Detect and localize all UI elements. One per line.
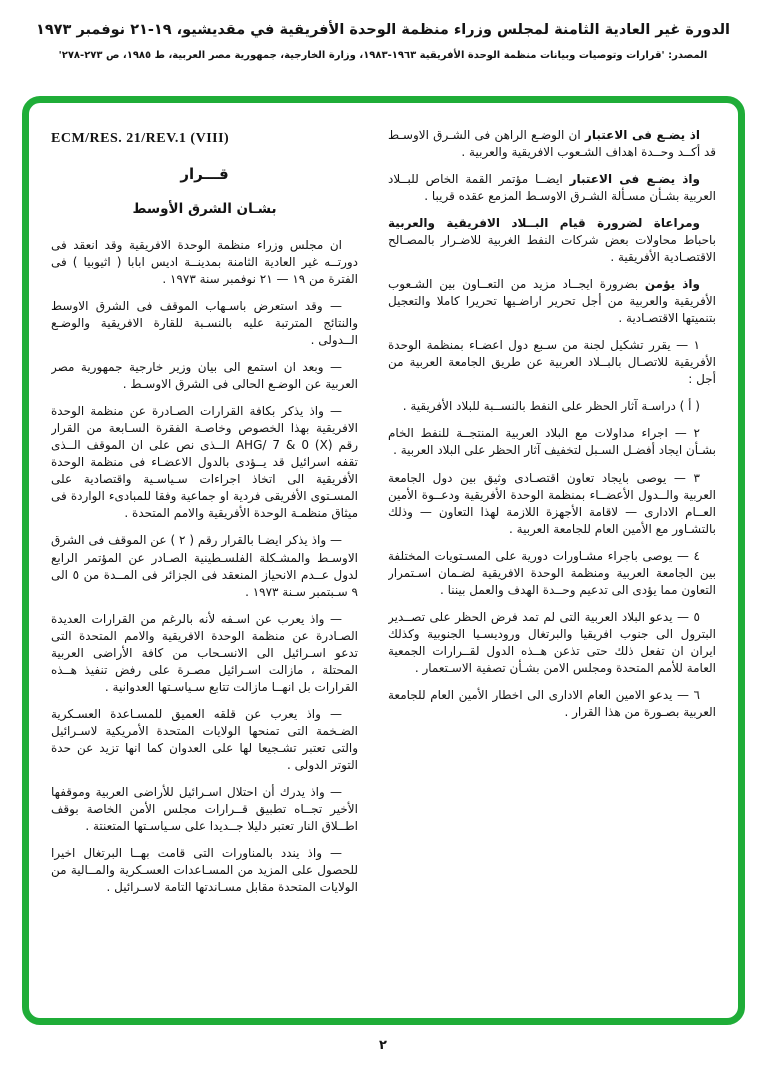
session-title: الدورة غير العادية الثامنة لمجلس وزراء منظمة الوحدة الأفريقية في مقديشيو، ١٩-٢١ نوفمبر ١٩٧٣ <box>35 22 730 38</box>
paragraph-text: ان الوضـع الراهن فى الشـرق الاوسـط قد أكــد وحــدة اهداف الشـعوب الافريقية والعربية . <box>388 128 716 160</box>
paragraph <box>388 127 716 161</box>
paragraph-lead: ومراعاة لضرورة قيام البــلاد الافريقية والعربية <box>388 216 700 231</box>
resolution-reference: ECM/RES. 21/REV.1 (VIII) <box>51 131 230 146</box>
paragraph <box>388 215 716 266</box>
paragraph: ان مجلس وزراء منظمة الوحدة الافريقية وقد انعقد فى دورتــه غير العادية الثامنة بمدينــة اديس ابابا ( اثيوبيا ) فى الفترة من ١٩ — ٢١ نوفمبر سنة ١٩٧٣ . <box>51 238 358 287</box>
left-column <box>51 127 358 1007</box>
paragraph: — واذ يذكر ايضـا بالقرار رقم ( ٢ ) عن الموقف فى الشرق الاوسـط والمشـكلة الفلسـطينية الصـادر عن المؤتمر الرابع لدول عــدم الانحياز المنعقد فى الجزائر فى المــدة من ٥ الى ٩ سـبتمبر سـنة ١٩٧٣ . <box>51 533 358 599</box>
numbered-clause-6: ٦ — يدعو الامين العام الادارى الى اخطار الأمين العام للجامعة العربية بصـورة من هذا القرار . <box>388 687 716 719</box>
paragraph-text: ايضــا مؤتمر القمة الخاص للبــلاد العربية بشـأن مسـألة الشـرق الاوسـط المزمع عقده قريبا . <box>388 172 716 204</box>
paragraph: — وبعد ان استمع الى بيان وزير خارجية جمهورية مصر العربية عن الوضـع الحالى فى الشرق الاوسـط . <box>51 360 358 392</box>
page-number: ٢ <box>379 1038 387 1053</box>
resolution-subtitle: بشـان الشرق الأوسط <box>132 201 277 217</box>
paragraph: — واذ يندد بالمناورات التى قامت بهــا البرتغال اخيرا للحصول على المزيد من المسـاعدات العسـكرية والمــالية من الولايات المتحدة مقابل مسـاندتها التامة لاسـرائيل . <box>51 845 358 895</box>
paragraph-text: بضرورة ايجــاد مزيد من التعــاون بين الشـعوب الأفريقية والعربية من أجل تحرير اراضـيها تحريرا كاملا والتعجيل بتنميتها الاقتصـادية . <box>388 277 716 326</box>
numbered-clause-4: ٤ — يوصى باجراء مشـاورات دورية على المسـتويات المختلفة بين الجامعة العربية ومنظمة الوحدة الافريقية لضـمان اسـتمرار التعاون مما يؤدى الى تدعيم وحــدة الهدف والعمل بيننا . <box>388 548 716 597</box>
numbered-clause-3: ٣ — يوصى بايجاد تعاون اقتصـادى وثيق بين دول الجامعة العربية والــدول الأعضــاء بمنظمة الوحدة الأفريقية ودعــوة الأمين العــام الادارى — لاقامة الأجهزة اللازمة لهذا التعاون — وذلك بالتشـاور مع الأمين العام للجامعة العربية . <box>388 470 716 536</box>
paragraph-lead: اذ يضـع فى الاعتبار <box>584 128 700 142</box>
paragraph: — واذ يدرك أن احتلال اسـرائيل للأراضى العربية وموقفها الأخير تجــاه تطبيق قــرارات مجلس الأمن الخاصة بوقف اطــلاق النار تعتبر دليلا جــديدا على سـياسـتها المتعنتة . <box>51 784 358 833</box>
paragraph: — واذ يعرب عن قلقه العميق للمسـاعدة العسـكرية الضـخمة التى تمنحها الولايات المتحدة الأمريكية لاسـرائيل والتى تعتبر تشـجيعا لها على العدوان كما انها تزيد عن حدة التوتر الدولى . <box>51 706 358 772</box>
paragraph: — واذ يذكر بكافة القرارات الصـادرة عن منظمة الوحدة الافريقية بهذا الخصوص وخاصـة الفقرة السـابعة من القرار رقم AHG/ 7 & 0 (X) الــذى نص على ان الموقف الــذى تقفه اسرائيل قد يــؤدى بالدول الاعضـاء فى منظمة الوحدة الأفريقية الى اتخاذ اجراءات سـياسـية واقتصادية على المسـتوى الأفريقى فردية او جماعية وفقا للمبادىء الواردة فى ميثاق منظمـة الوحدة الأفريقية والامم المتحدة . <box>51 404 358 521</box>
numbered-clause-1a: ( أ ) دراسـة آثار الحظر على النفط بالنســبة للبلاد الأفريقية . <box>402 399 700 414</box>
document-header <box>0 22 766 61</box>
two-column-layout <box>51 127 716 1007</box>
numbered-clause-5: ٥ — يدعو البلاد العربية التى لم تمد فرض الحظر على تصــدير البترول الى جنوب افريقيا والبرتغال وروديسـيا الجنوبية وكذلك ايران ان تفعل ذلك حتى تذعن هــذه الدول لقــرارات الجمعية العامة للأمم المتحدة ومجلس الامن بشـأن تصفية الاسـتعمار . <box>388 609 716 675</box>
paragraph-lead: واذ يؤمن <box>644 277 700 292</box>
paragraph: — واذ يعرب عن اسـفه لأنه بالرغم من القرارات العديدة الصـادرة عن منظمة الوحدة الافريقية والامم المتحدة التى تدعو اسـرائيل الى الانسـحاب من كافة الأراضى العربية المحتلة ، مازالت اسـرائيل مصـرة على رفض تنفيذ هــذه القرارات بل انهــا مازالت تتابع سـياسـتها العدوانية . <box>51 611 358 694</box>
resolution-frame <box>22 96 745 1025</box>
paragraph <box>388 276 716 327</box>
paragraph-lead: واذ يضـع فى الاعتبار <box>569 172 700 187</box>
paragraph: — وقد استعرض باسـهاب الموقف فى الشرق الاوسط والنتائج المترتبة عليه بالنسـبة للقارة الافريقية والوضـع الــدولى . <box>51 299 358 348</box>
source-citation: المصدر: 'قرارات وتوصيات وبيانات منظمة الوحدة الأفريقية ١٩٦٣-١٩٨٣، وزارة الخارجية، جمهورية مصر العربية، ط ١٩٨٥، ص ٢٧٣-٢٧٨' <box>58 50 708 61</box>
numbered-clause-1: ١ — يقرر تشكيل لجنة من سـبع دول اعضـاء بمنظمة الوحدة الأفريقية للاتصـال بالبــلاد العربية عن طريق الجامعة العربية من أجل : <box>388 338 716 387</box>
paragraph-text: باحباط محاولات بعض شركات النفط الغربية للاضـرار بالمصـالح الاقتصـادية الأفريقية . <box>388 233 716 265</box>
paragraph <box>388 171 716 205</box>
right-column <box>388 127 716 1007</box>
numbered-clause-2: ٢ — اجراء مداولات مع البلاد العربية المنتجــة للنفط الخام بشـأن ايجاد أفضـل السـبل لتخفيف آثار الحظر على البلاد العربية . <box>388 426 716 458</box>
resolution-title: قـــرار <box>180 165 229 183</box>
